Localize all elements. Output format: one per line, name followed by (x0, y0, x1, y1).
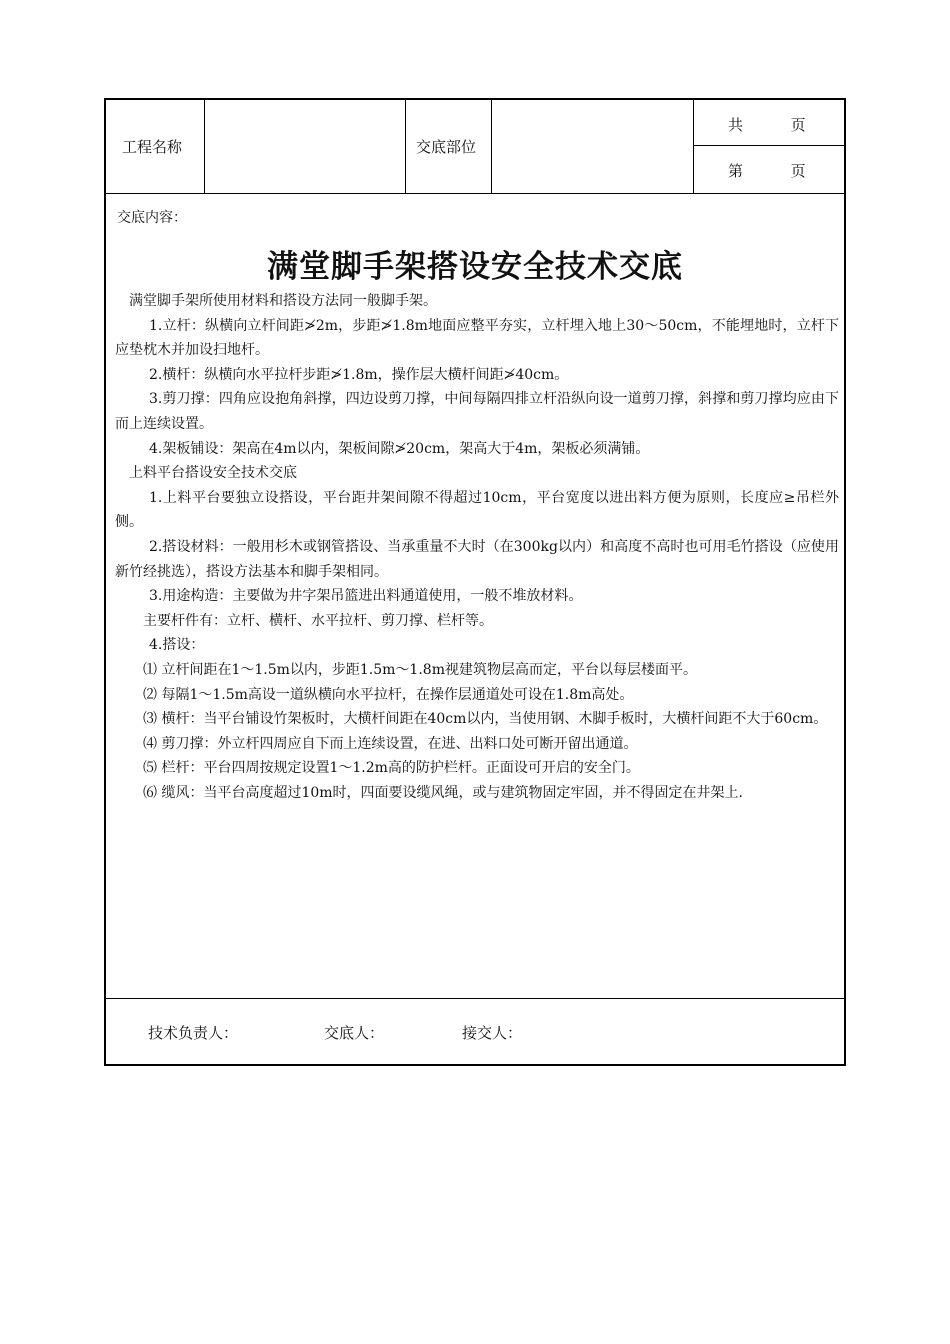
paragraph: 1.上料平台要独立设搭设，平台距井架间隙不得超过10cm，平台宽度以进出料方便为原则，长度应≥吊栏外侧。 (115, 489, 839, 531)
paragraph: 1.立杆：纵横向立杆间距≯2m，步距≯1.8m地面应整平夯实，立杆埋入地上30～50cm，不能埋地时，立杆下应垫枕木并加设扫地杆。 (115, 317, 839, 359)
part-label: 交底部位 (416, 138, 477, 156)
page-number: 第 页 (728, 162, 806, 180)
paragraph: ⑹ 缆风：当平台高度超过10m时，四面要设缆风绳，或与建筑物固定牢固，并不得固定在井架上. (143, 784, 743, 801)
project-name-label: 工程名称 (122, 138, 183, 156)
paragraph: 满堂脚手架所使用材料和搭设方法同一般脚手架。 (129, 293, 437, 309)
total-pages: 共 页 (728, 116, 806, 134)
paragraph: ⑶ 横杆：当平台铺设竹架板时，大横杆间距在40cm以内，当使用钢、木脚手板时，大横杆间距不大于60cm。 (143, 711, 828, 728)
paragraph: 3.用途构造：主要做为井字架吊篮进出料通道使用，一般不堆放材料。 (149, 588, 583, 605)
receiver-label: 接交人： (462, 1024, 523, 1042)
document-title: 满堂脚手架搭设安全技术交底 (267, 249, 683, 285)
paragraph: 3.剪刀撑：四角应设抱角斜撑，四边设剪刀撑，中间每隔四排立杆沿纵向设一道剪刀撑，斜撑和剪刀撑均应由下而上连续设置。 (115, 391, 839, 432)
disclosure-form (104, 98, 846, 1066)
presenter-label: 交底人： (324, 1024, 385, 1042)
paragraph: ⑴ 立杆间距在1～1.5m以内，步距1.5m～1.8m视建筑物层高而定，平台以每层楼面平。 (143, 661, 697, 678)
paragraph: ⑷ 剪刀撑：外立杆四周应自下而上连续设置，在进、出料口处可断开留出通道。 (143, 735, 638, 752)
paragraph: 上料平台搭设安全技术交底 (129, 465, 297, 482)
form-header (106, 100, 844, 194)
content-label: 交底内容： (117, 210, 187, 226)
tech-lead-label: 技术负责人： (148, 1024, 239, 1042)
paragraph: 4.搭设： (149, 637, 205, 654)
paragraph: ⑵ 每隔1～1.5m高设一道纵横向水平拉杆，在操作层通道处可设在1.8m高处。 (143, 686, 634, 703)
paragraph: 2.横杆：纵横向水平拉杆步距≯1.8m，操作层大横杆间距≯40cm。 (149, 366, 569, 383)
content-area (106, 193, 844, 999)
signature-row (106, 998, 844, 1064)
paragraph: 2.搭设材料：一般用杉木或钢管搭设、当承重量不大时（在300kg以内）和高度不高时也可用毛竹搭设（应使用新竹经挑选），搭设方法基本和脚手架相同。 (115, 538, 839, 580)
paragraph: 4.架板铺设：架高在4m以内，架板间隙≯20cm，架高大于4m，架板必须满铺。 (149, 440, 650, 457)
content-paragraphs (115, 289, 839, 805)
paragraph: 主要杆件有：立杆、横杆、水平拉杆、剪刀撑、栏杆等。 (143, 612, 493, 629)
paragraph: ⑸ 栏杆：平台四周按规定设置1～1.2m高的防护栏杆。正面设可开启的安全门。 (143, 760, 640, 777)
